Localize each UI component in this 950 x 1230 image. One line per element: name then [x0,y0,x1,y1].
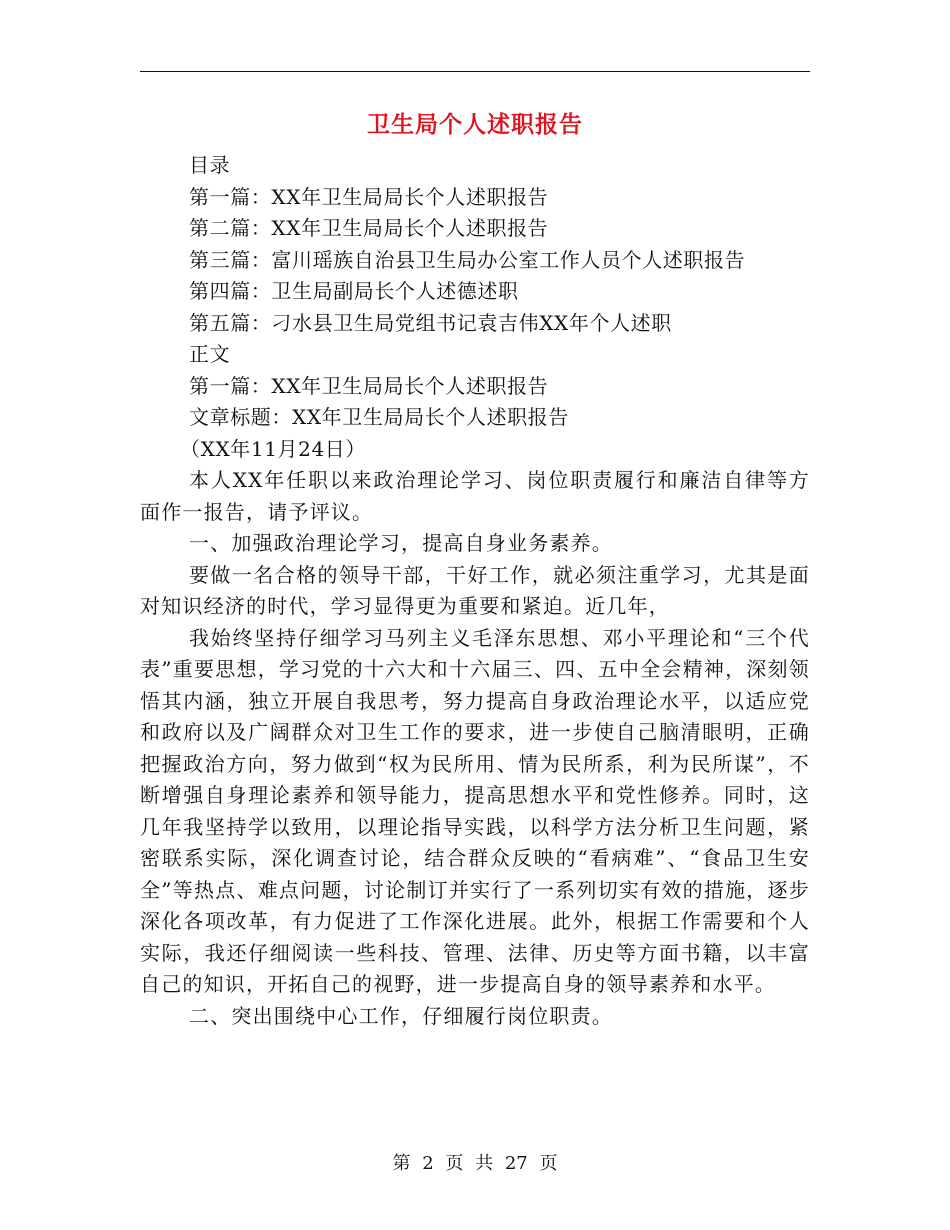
toc-heading: 目录 [189,153,231,177]
body-heading: 正文 [189,342,231,366]
chapter-heading: 第一篇：XX年卫生局局长个人述职报告 [189,373,549,398]
section-heading: 一、加强政治理论学习，提高自身业务素养。 [189,531,613,555]
toc-item: 第一篇：XX年卫生局局长个人述职报告 [189,184,549,209]
toc-item: 第三篇：富川瑶族自治县卫生局办公室工作人员个人述职报告 [189,247,746,272]
section-heading: 二、突出围绕中心工作，仔细履行岗位职责。 [189,1003,613,1028]
paragraph: 我始终坚持仔细学习马列主义毛泽东思想、邓小平理论和“三个代表”重要思想，学习党的十六大和十六届三、四、五中全会精神，深刻领悟其内涵，独立开展自我思考，努力提高自身政治理论水平，以适应党和政府以及广阔群众对卫生工作的要求，进一步使自己脑清眼明，正确把握政治方向，努力做到“权为民所用、情为民所系，利为民所谋”，不断增强自身理论素养和领导能力，提高思想水平和党性修养。同时，这几年我坚持学以致用，以理论指导实践，以科学方法分析卫生问题，紧密联系实际，深化调查讨论，结合群众反映的“看病难”、“食品卫生安全”等热点、难点问题，讨论制订并实行了一系列切实有效的措施，逐步深化各项改革，有力促进了工作深化进展。此外，根据工作需要和个人实际，我还仔细阅读一些科技、管理、法律、历史等方面书籍，以丰富自己的知识，开拓自己的视野，进一步提高自身的领导素养和水平。 [140,625,810,996]
page-number: 第 2 页 共 27 页 [392,1153,558,1174]
toc-item: 第五篇：刁水县卫生局党组书记袁吉伟XX年个人述职 [189,310,672,335]
toc-item: 第四篇：卫生局副局长个人述德述职 [189,279,519,303]
document-date: （XX年11月24日） [180,436,366,461]
header-rule [140,71,810,72]
toc-item: 第二篇：XX年卫生局局长个人述职报告 [189,216,549,240]
article-title: 文章标题：XX年卫生局局长个人述职报告 [189,405,569,429]
paragraph: 本人XX年任职以来政治理论学习、岗位职责履行和廉洁自律等方面作一报告，请予评议。 [140,468,810,524]
document-title: 卫生局个人述职报告 [367,111,583,138]
document-body [140,150,810,1032]
paragraph: 要做一名合格的领导干部，干好工作，就必须注重学习，尤其是面对知识经济的时代，学习显得更为重要和紧迫。近几年， [140,562,810,618]
